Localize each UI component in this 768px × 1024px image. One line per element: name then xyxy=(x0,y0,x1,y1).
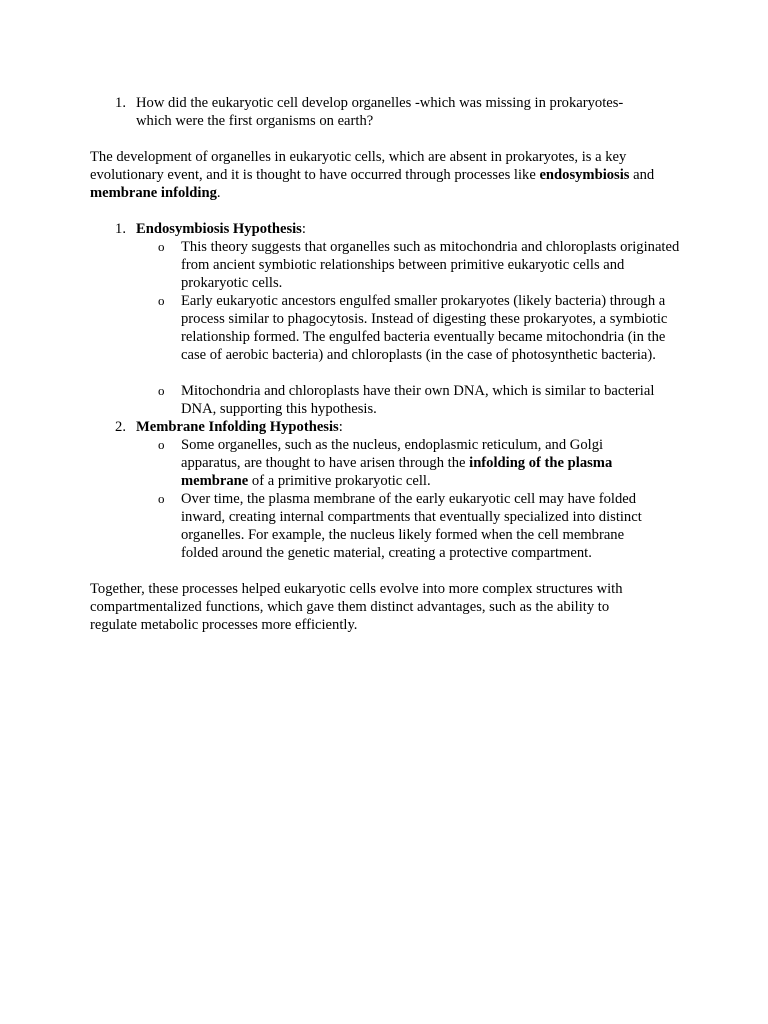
hypothesis-title-suffix: : xyxy=(301,221,306,237)
hypothesis-number: 1. xyxy=(115,221,126,237)
bullet-text: This theory suggests that organelles such as mitochondria and chloroplasts originated from ancient symbiotic relationships between primitive eukaryotic cells and prokaryotic cells. xyxy=(181,239,680,291)
bullet-marker: o xyxy=(158,239,165,254)
intro-bold-membrane-infolding: membrane infolding xyxy=(90,185,217,201)
bullet-text: Over time, the plasma membrane of the early eukaryotic cell may have folded inward, creating internal compartments that eventually specialized into distinct organelles. For example, the nucleus likely formed when the cell membrane folded around the genetic material, creating a protective compartment. xyxy=(181,491,642,561)
hypothesis-title xyxy=(136,418,676,436)
bullet-marker: o xyxy=(158,383,165,398)
question-text: How did the eukaryotic cell develop organelles -which was missing in prokaryotes-which were the first organisms on earth? xyxy=(136,95,624,129)
bullet-text: Mitochondria and chloroplasts have their own DNA, which is similar to bacterial DNA, supporting this hypothesis. xyxy=(181,383,655,417)
intro-text: The development of organelles in eukaryotic cells, which are absent in prokaryotes, is a key evolutionary event, and it is thought to have occurred through processes like xyxy=(90,149,627,183)
bullet-text-after: of a primitive prokaryotic cell. xyxy=(248,473,431,489)
intro-middle: and xyxy=(629,167,655,183)
bullet-text-bold: infolding of the plasma membrane xyxy=(181,455,613,489)
hypothesis-title xyxy=(136,220,676,238)
intro-end: . xyxy=(216,185,221,201)
intro-bold-endosymbiosis: endosymbiosis xyxy=(539,167,630,183)
intro-paragraph xyxy=(90,148,680,202)
hypothesis-number: 2. xyxy=(115,419,126,435)
question-number: 1. xyxy=(115,95,126,111)
bullet-marker: o xyxy=(158,437,165,452)
bullet-marker: o xyxy=(158,293,165,308)
hypothesis-title-suffix: : xyxy=(338,419,343,435)
hypothesis-title-bold: Membrane Infolding Hypothesis xyxy=(136,419,339,435)
bullet-text: Early eukaryotic ancestors engulfed smaller prokaryotes (likely bacteria) through a process similar to phagocytosis. Instead of digesting these prokaryotes, a symbiotic relationship formed. The engulfed bacteria eventually became mitochondria (in the case of aerobic bacteria) and chloroplasts (in the case of photosynthetic bacteria). xyxy=(181,293,668,363)
hypothesis-title-bold: Endosymbiosis Hypothesis xyxy=(136,221,302,237)
conclusion-paragraph: Together, these processes helped eukaryotic cells evolve into more complex structures with compartmentalized functions, which gave them distinct advantages, such as the ability to regulate metabolic processes more efficiently. xyxy=(90,581,623,633)
bullet-marker: o xyxy=(158,491,165,506)
bullet-text-before: Some organelles, such as the nucleus, endoplasmic reticulum, and Golgi apparatus, are thought to have arisen through the xyxy=(181,437,604,471)
bullet-text xyxy=(181,436,641,490)
